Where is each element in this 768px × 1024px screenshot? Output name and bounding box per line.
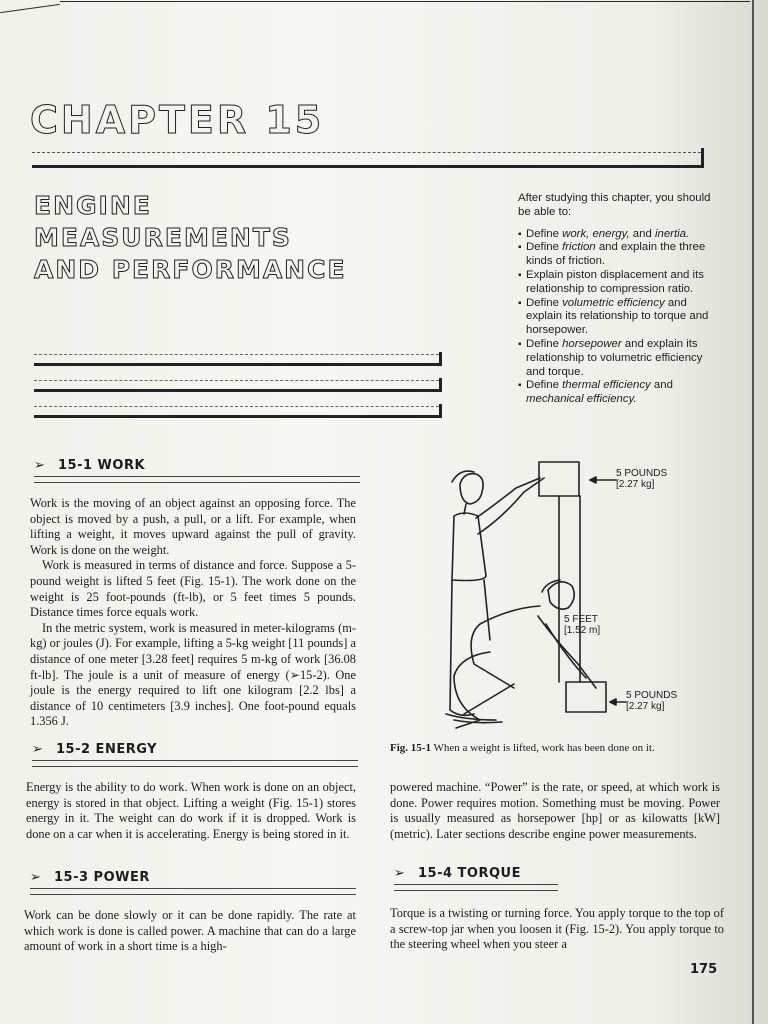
arrow-icon: ➢ [394, 866, 406, 881]
section-rule [32, 760, 358, 767]
label-lower-weight: 5 POUNDS [2.27 kg] [626, 690, 678, 712]
section-heading-work: ➢ 15-1 WORK [34, 458, 146, 473]
objective-item: ▪ Define thermal efficiency and mechanical efficiency. [518, 379, 718, 407]
learning-objectives [518, 192, 718, 407]
paragraph: Work is the moving of an object against an opposing force. The object is moved by a push, a pull, or a lift. For example, when lifting a weight, it moves upward against the pull of gravity. Work is done on the weight. [30, 496, 356, 557]
decorative-bar [34, 352, 442, 366]
objective-item: ▪ Define volumetric efficiency and explain its relationship to torque and horsepower. [518, 297, 718, 338]
section-rule [34, 476, 360, 483]
decorative-bars [34, 352, 442, 430]
page-edge-top [0, 4, 60, 13]
page-number: 175 [690, 962, 718, 977]
arrow-icon: ➢ [34, 458, 46, 473]
objective-item: ▪ Define friction and explain the three kinds of friction. [518, 241, 718, 269]
section-body-energy [26, 780, 356, 842]
part-title-line: ENGINE [34, 191, 152, 220]
objectives-intro: After studying this chapter, you should be able to: [518, 192, 711, 218]
paragraph: Torque is a twisting or turning force. You apply torque to the top of a screw-top jar when you loosen it (Fig. 15-2). You apply torque to the steering wheel when you steer a [390, 906, 724, 952]
paragraph: Work is measured in terms of distance and force. Suppose a 5-pound weight is lifted 5 feet (Fig. 15-1). The work done on the weight is 25 foot-pounds (ft-lb), or 5 feet times 5 pounds. Distance times force equals work. [30, 558, 356, 620]
decorative-bar [34, 404, 442, 418]
page-edge-right [752, 0, 754, 1024]
figure-caption [390, 742, 720, 754]
lower-weight-box [566, 682, 606, 712]
section-heading-energy: ➢ 15-2 ENERGY [32, 742, 158, 757]
paragraph: powered machine. “Power” is the rate, or speed, at which work is done. Power requires motion. Something must be moving. Power is usually measured as horsepower [hp] or as kilowatts [kW] (metric). Later sections describe engine power measurements. [390, 780, 720, 841]
section-body-work [30, 496, 356, 730]
chapter-title: CHAPTER 15 [30, 98, 325, 142]
part-title-line: MEASUREMENTS [34, 223, 292, 252]
decorative-bar [34, 378, 442, 392]
figure-15-1 [430, 456, 700, 746]
objectives-list [518, 228, 718, 407]
section-body-power [24, 908, 356, 955]
paragraph: In the metric system, work is measured in meter-kilograms (m-kg) or joules (J). For example, lifting a 5-kg weight [11 pounds] a distance of one meter [3.28 feet] requires 5 m-kg of work [36.08 ft-lb]. The joule is a unit of measure of energy (➢15-2). One joule is the energy required to lift one kilogram [2.2 lbs] a distance of 10 centimeters [3.9 inches]. One foot-pound equals 1.356 J. [30, 620, 356, 729]
part-title [34, 190, 454, 286]
chapter-rule [32, 148, 704, 168]
objective-item: ▪ Explain piston displacement and its relationship to compression ratio. [518, 269, 718, 297]
paragraph: Energy is the ability to do work. When work is done on an object, energy is stored in that object. Lifting a weight (Fig. 15-1) stores energy in it. The weight can do work if it is dropped. Work is done on a car when it is accelerating. Energy is being stored in it. [26, 780, 356, 841]
objective-item: ▪ Define horsepower and explain its relationship to volumetric efficiency and torque. [518, 338, 718, 379]
arrow-icon: ➢ [32, 742, 44, 757]
objective-item: ▪ Define work, energy, and inertia. [518, 228, 718, 242]
label-upper-weight: 5 POUNDS [2.27 kg] [616, 468, 668, 490]
paragraph: Work can be done slowly or it can be done rapidly. The rate at which work is done is called power. A machine that can do a large amount of work in a short time is a high- [24, 908, 356, 954]
section-heading-torque: ➢ 15-4 TORQUE [394, 866, 521, 881]
page-edge-top-line [60, 1, 750, 2]
upper-weight-box [539, 462, 579, 496]
part-title-line: AND PERFORMANCE [34, 255, 347, 284]
label-distance: 5 FEET [1.52 m] [564, 614, 601, 636]
section-body-torque [390, 906, 724, 953]
arrow-icon: ➢ [30, 870, 42, 885]
section-body-power-continued [390, 780, 720, 842]
section-rule [394, 884, 558, 891]
caption-text: When a weight is lifted, work has been done on it. [433, 742, 655, 754]
section-heading-power: ➢ 15-3 POWER [30, 870, 150, 885]
section-rule [30, 888, 356, 895]
caption-number: Fig. 15-1 [390, 742, 431, 754]
